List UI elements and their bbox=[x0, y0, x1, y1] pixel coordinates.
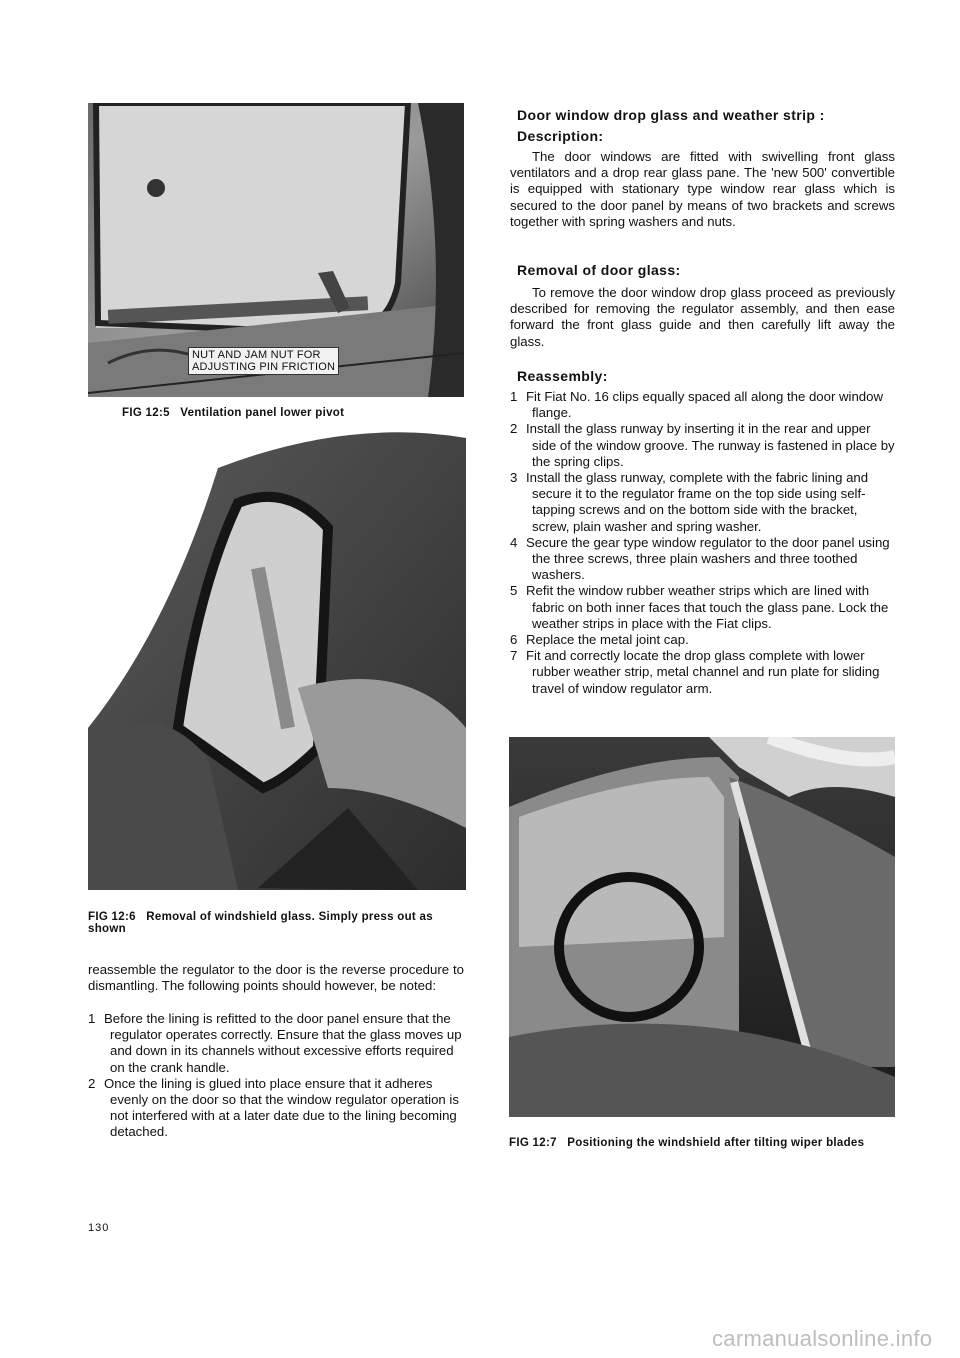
reassembly-steps bbox=[510, 389, 895, 697]
fig-12-7-caption bbox=[509, 1137, 895, 1149]
item-number: 2 bbox=[88, 1075, 96, 1091]
list-item bbox=[510, 470, 895, 535]
removal-paragraph bbox=[510, 285, 895, 350]
fig-12-7-photo bbox=[509, 737, 895, 1117]
page-number: 130 bbox=[88, 1222, 110, 1234]
step-number: 7 bbox=[510, 648, 518, 664]
step-number: 6 bbox=[510, 632, 518, 648]
description-heading: Description: bbox=[517, 128, 604, 144]
left-intro-paragraph: reassemble the regulator to the door is the reverse procedure to dismantling. The following points should however, be noted: bbox=[88, 962, 464, 994]
step-number: 1 bbox=[510, 389, 518, 404]
item-number: 1 bbox=[88, 1011, 96, 1026]
step-number: 5 bbox=[510, 583, 518, 599]
fig-12-6-photo bbox=[88, 428, 466, 890]
step-number: 2 bbox=[510, 421, 518, 437]
list-item bbox=[510, 648, 895, 697]
fig-12-5-caption bbox=[122, 407, 462, 419]
caption-text: Positioning the windshield after tilting wiper blades bbox=[567, 1137, 865, 1149]
step-text: Secure the gear type window regulator to the door panel using the three screws, three plain washers and three toothed washers. bbox=[526, 534, 890, 583]
caption-number: FIG 12:6 bbox=[88, 911, 136, 923]
description-body: The door windows are fitted with swivelling front glass ventilators and a drop rear glass pane. The 'new 500' convertible is equipped with stationary type window rear glass which is secured to the door panel by means of two brackets and screws together with spring washers and nuts. bbox=[510, 149, 895, 229]
step-text: Fit and correctly locate the drop glass complete with lower rubber weather strip, metal channel and run plate for sliding travel of window regulator arm. bbox=[526, 648, 880, 696]
callout-line-1: NUT AND JAM NUT FOR bbox=[192, 349, 321, 361]
caption-number: FIG 12:7 bbox=[509, 1137, 557, 1149]
step-number: 3 bbox=[510, 470, 518, 486]
item-text: Before the lining is refitted to the door panel ensure that the regulator operates correctly. Ensure that the glass moves up and down in its channels without excessive efforts required on the crank handle. bbox=[104, 1011, 462, 1075]
list-item bbox=[510, 583, 895, 632]
caption-text: Ventilation panel lower pivot bbox=[180, 407, 345, 419]
removal-body: To remove the door window drop glass proceed as previously described for removing the regulator assembly, and then ease forward the front glass guide and then carefully lift away the glass. bbox=[510, 285, 895, 349]
caption-text: Removal of windshield glass. Simply press out as shown bbox=[88, 911, 433, 935]
list-item bbox=[510, 421, 895, 470]
list-item bbox=[88, 1076, 464, 1141]
fig-12-6-caption bbox=[88, 911, 464, 935]
step-text: Replace the metal joint cap. bbox=[526, 632, 689, 648]
step-text: Install the glass runway by inserting it in the rear and upper side of the window groove. The runway is fastened in place by the spring clips. bbox=[526, 421, 895, 469]
step-text: Install the glass runway, complete with the fabric lining and secure it to the regulator frame on the top side using self-tapping screws and on the bottom side with the bracket, screw, plain washer and spring washer. bbox=[526, 470, 869, 534]
list-item bbox=[88, 1011, 464, 1076]
callout-line-2: ADJUSTING PIN FRICTION bbox=[192, 361, 336, 373]
list-item bbox=[510, 632, 895, 648]
left-points-list bbox=[88, 1011, 464, 1141]
reassembly-heading: Reassembly: bbox=[517, 368, 608, 384]
left-column-text bbox=[88, 962, 464, 994]
list-item bbox=[510, 535, 895, 584]
item-text: Once the lining is glued into place ensure that it adheres evenly on the door so that the window regulator operation is not interfered with at a later date due to the lining becoming detached. bbox=[104, 1075, 459, 1140]
description-paragraph bbox=[510, 149, 895, 230]
list-item bbox=[510, 389, 895, 421]
step-text: Refit the window rubber weather strips which are lined with fabric on both inner faces that touch the glass pane. Lock the weather strips in place with the Fiat clips. bbox=[526, 583, 889, 631]
section-title: Door window drop glass and weather strip : bbox=[517, 107, 825, 123]
watermark: carmanualsonline.info bbox=[712, 1326, 933, 1351]
caption-number: FIG 12:5 bbox=[122, 407, 170, 419]
step-text: Fit Fiat No. 16 clips equally spaced all along the door window flange. bbox=[526, 389, 883, 421]
step-number: 4 bbox=[510, 534, 518, 550]
fig-12-5-callout bbox=[188, 347, 339, 375]
removal-heading: Removal of door glass: bbox=[517, 262, 681, 278]
